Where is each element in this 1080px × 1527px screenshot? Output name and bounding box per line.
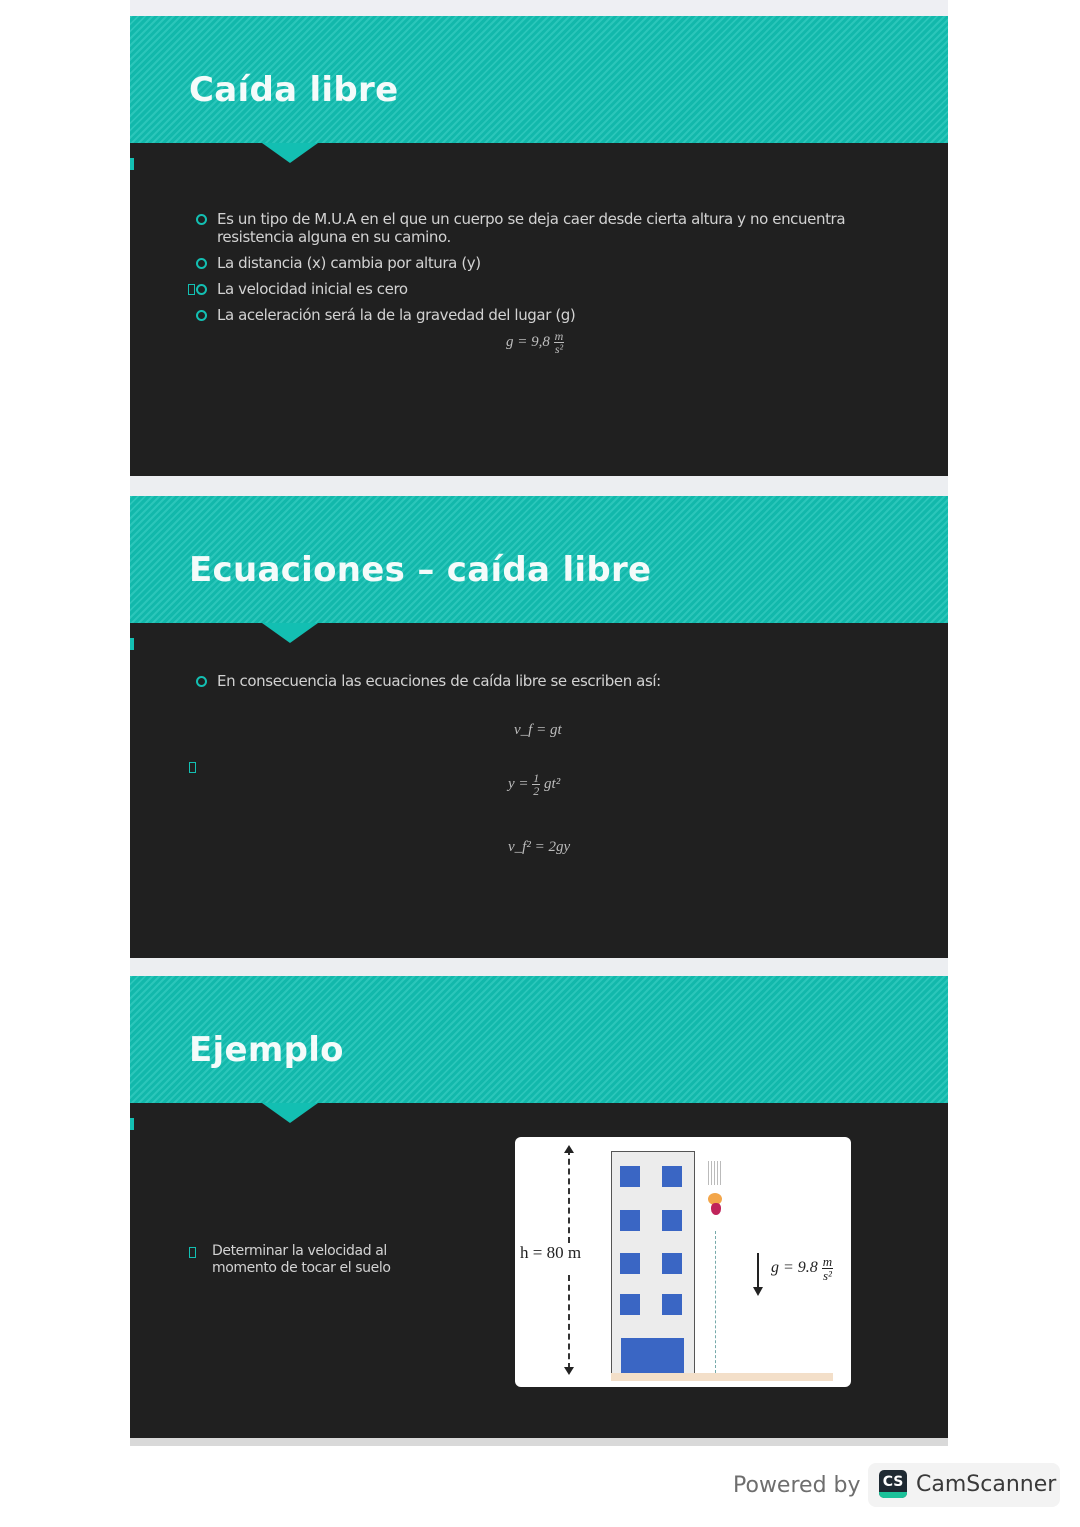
numerator: 1 xyxy=(533,771,540,785)
window xyxy=(662,1253,682,1274)
bullet-item xyxy=(196,254,876,272)
header-notch xyxy=(262,623,318,643)
header-notch xyxy=(262,143,318,163)
equation-velocity-squared: v_f² = 2gy xyxy=(508,839,571,855)
arrow-down-icon xyxy=(564,1367,574,1375)
left-accent-mark xyxy=(130,1118,134,1130)
door xyxy=(621,1338,684,1374)
denominator: 2 xyxy=(533,784,540,798)
window xyxy=(662,1166,682,1187)
fraction xyxy=(554,330,565,355)
numerator: m xyxy=(554,329,564,343)
denominator: s² xyxy=(554,342,564,356)
camscanner-badge xyxy=(868,1463,1060,1507)
gravity-arrow-icon xyxy=(757,1253,759,1289)
equation-height xyxy=(508,772,560,797)
window xyxy=(620,1210,640,1231)
left-accent-mark xyxy=(130,158,134,170)
slide-title: Ecuaciones – caída libre xyxy=(189,550,652,590)
slide-title: Ejemplo xyxy=(189,1030,344,1070)
window xyxy=(662,1294,682,1315)
gravity-arrowhead-icon xyxy=(753,1287,763,1296)
window xyxy=(620,1294,640,1315)
brand-name: CamScanner xyxy=(916,1472,1057,1497)
ground xyxy=(611,1373,833,1381)
gravity-lhs: g = 9.8 xyxy=(771,1259,818,1277)
bullet-circle-icon xyxy=(196,258,207,269)
denominator: s² xyxy=(823,1268,832,1283)
gravity-formula xyxy=(506,330,564,355)
bullet-list xyxy=(212,1243,412,1277)
window xyxy=(620,1166,640,1187)
building-icon xyxy=(611,1151,695,1375)
falling-girl-body xyxy=(711,1203,721,1215)
slide-ecuaciones xyxy=(130,496,948,958)
height-arrow-top xyxy=(568,1149,570,1243)
bullet-text: La velocidad inicial es cero xyxy=(217,280,408,298)
bullet-item xyxy=(196,210,876,246)
window xyxy=(620,1253,640,1274)
motion-lines-icon xyxy=(708,1161,722,1185)
height-label: h = 80 m xyxy=(520,1243,582,1262)
bullet-text: La distancia (x) cambia por altura (y) xyxy=(217,254,481,272)
bullet-circle-icon xyxy=(196,310,207,321)
fraction xyxy=(822,1255,833,1282)
bullet-text: En consecuencia las ecuaciones de caída libre se escriben así: xyxy=(217,672,661,690)
placeholder-box-icon xyxy=(189,762,196,773)
bullet-text: Determinar la velocidad al momento de tocar el suelo xyxy=(212,1243,391,1276)
left-accent-mark xyxy=(130,638,134,650)
slide-title: Caída libre xyxy=(189,70,399,110)
top-margin xyxy=(130,0,948,16)
window xyxy=(662,1210,682,1231)
formula-lhs: g = 9,8 xyxy=(506,333,550,350)
slide-separator xyxy=(130,958,948,976)
slide-caida-libre xyxy=(130,16,948,476)
placeholder-box-icon xyxy=(188,284,195,295)
arrow-up-icon xyxy=(564,1145,574,1153)
camscanner-logo-icon: CS xyxy=(879,1470,907,1498)
bullet-item xyxy=(196,280,876,298)
placeholder-box-icon xyxy=(189,1247,196,1258)
bullet-text: La aceleración será la de la gravedad del lugar (g) xyxy=(217,306,576,324)
bullet-text: Es un tipo de M.U.A en el que un cuerpo se deja caer desde cierta altura y no encuentra resistencia alguna en su camino. xyxy=(217,210,846,246)
equation-rhs: gt² xyxy=(544,775,561,792)
numerator: m xyxy=(822,1254,833,1269)
bullet-list xyxy=(196,210,876,332)
fraction xyxy=(532,772,540,797)
bullet-item xyxy=(196,672,876,690)
bullet-list xyxy=(196,672,876,698)
bullet-item xyxy=(196,306,876,324)
bullet-circle-icon xyxy=(196,214,207,225)
fall-path-line xyxy=(715,1231,716,1373)
free-fall-figure xyxy=(515,1137,851,1387)
equation-velocity: v_f = gt xyxy=(514,722,562,738)
gravity-label xyxy=(771,1255,833,1282)
equation-lhs: y = xyxy=(508,775,529,792)
header-notch xyxy=(262,1103,318,1123)
slide-ejemplo xyxy=(130,976,948,1438)
bullet-circle-icon xyxy=(196,676,207,687)
powered-by-text: Powered by xyxy=(733,1473,861,1498)
height-arrow-bottom xyxy=(568,1275,570,1369)
slide-separator xyxy=(130,476,948,496)
bullet-circle-icon xyxy=(196,284,207,295)
page-bottom-shadow xyxy=(130,1438,948,1446)
